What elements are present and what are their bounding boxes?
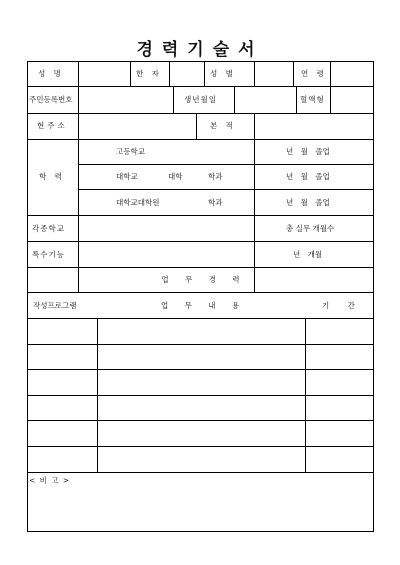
program-column-header: 작성프로그램 [33,301,77,310]
period-column-header: 기 간 [322,301,355,310]
row-line [28,420,373,421]
graduation-date-label: 년 월 졸업 [286,198,330,207]
row-line [28,318,373,319]
university-label: 대학교 [116,172,138,181]
graduate-school-label: 대학교대학원 [116,198,160,207]
graduation-date-label: 년 월 졸업 [286,172,330,181]
col-line [293,62,294,86]
age-label: 연 령 [301,69,327,78]
total-work-months-label: 총 실무 개월수 [286,224,335,233]
row-line [78,164,373,165]
resident-number-label: 주민등록번호 [29,95,73,104]
high-school-label: 고등학교 [116,147,145,156]
col-line [97,318,98,472]
col-line [78,62,79,86]
name-label: 성 명 [38,69,64,78]
row-line [28,344,373,345]
col-line [78,113,79,139]
row-line [28,139,373,140]
col-line [173,86,174,113]
row-line [28,113,373,114]
birth-date-label: 생년월일 [184,95,217,104]
row-line [28,267,373,268]
row-line [28,446,373,447]
education-label: 학 력 [39,172,65,181]
col-line [330,62,331,86]
col-line [330,86,331,113]
col-line [254,113,255,139]
col-line [234,86,235,113]
hanja-label: 한 자 [136,69,162,78]
college-label: 대학 [168,172,183,181]
row-line [28,215,373,216]
col-line [254,139,255,292]
blood-type-label: 혈액형 [300,95,325,104]
graduation-date-label: 년 월 졸업 [286,147,330,156]
row-line [28,369,373,370]
col-line [296,86,297,113]
row-line [28,241,373,242]
col-line [196,113,197,139]
department-label: 학과 [208,172,223,181]
col-line [78,139,79,292]
work-experience-heading: 업 무 경 력 [161,275,240,284]
row-line [28,395,373,396]
col-line [78,86,79,113]
row-line [28,292,373,293]
department-label: 학과 [208,198,223,207]
col-line [204,62,205,86]
address-label: 현주소 [37,121,68,130]
col-line [130,62,131,86]
form-title: 경력기술서 [136,40,264,60]
various-schools-label: 각종학교 [32,224,65,233]
row-line [28,86,373,87]
career-description-form [27,61,374,532]
years-months-label: 년 개월 [293,250,323,259]
work-content-column-header: 업 무 내 용 [161,301,240,310]
special-skills-label: 특수기능 [32,250,65,259]
row-line [28,472,373,473]
col-line [254,62,255,86]
col-line [169,62,170,86]
col-line [305,318,306,472]
domicile-label: 본 적 [210,121,236,130]
gender-label: 성 별 [210,69,236,78]
row-line [78,189,373,190]
remarks-label: < 비 고 > [29,476,70,485]
